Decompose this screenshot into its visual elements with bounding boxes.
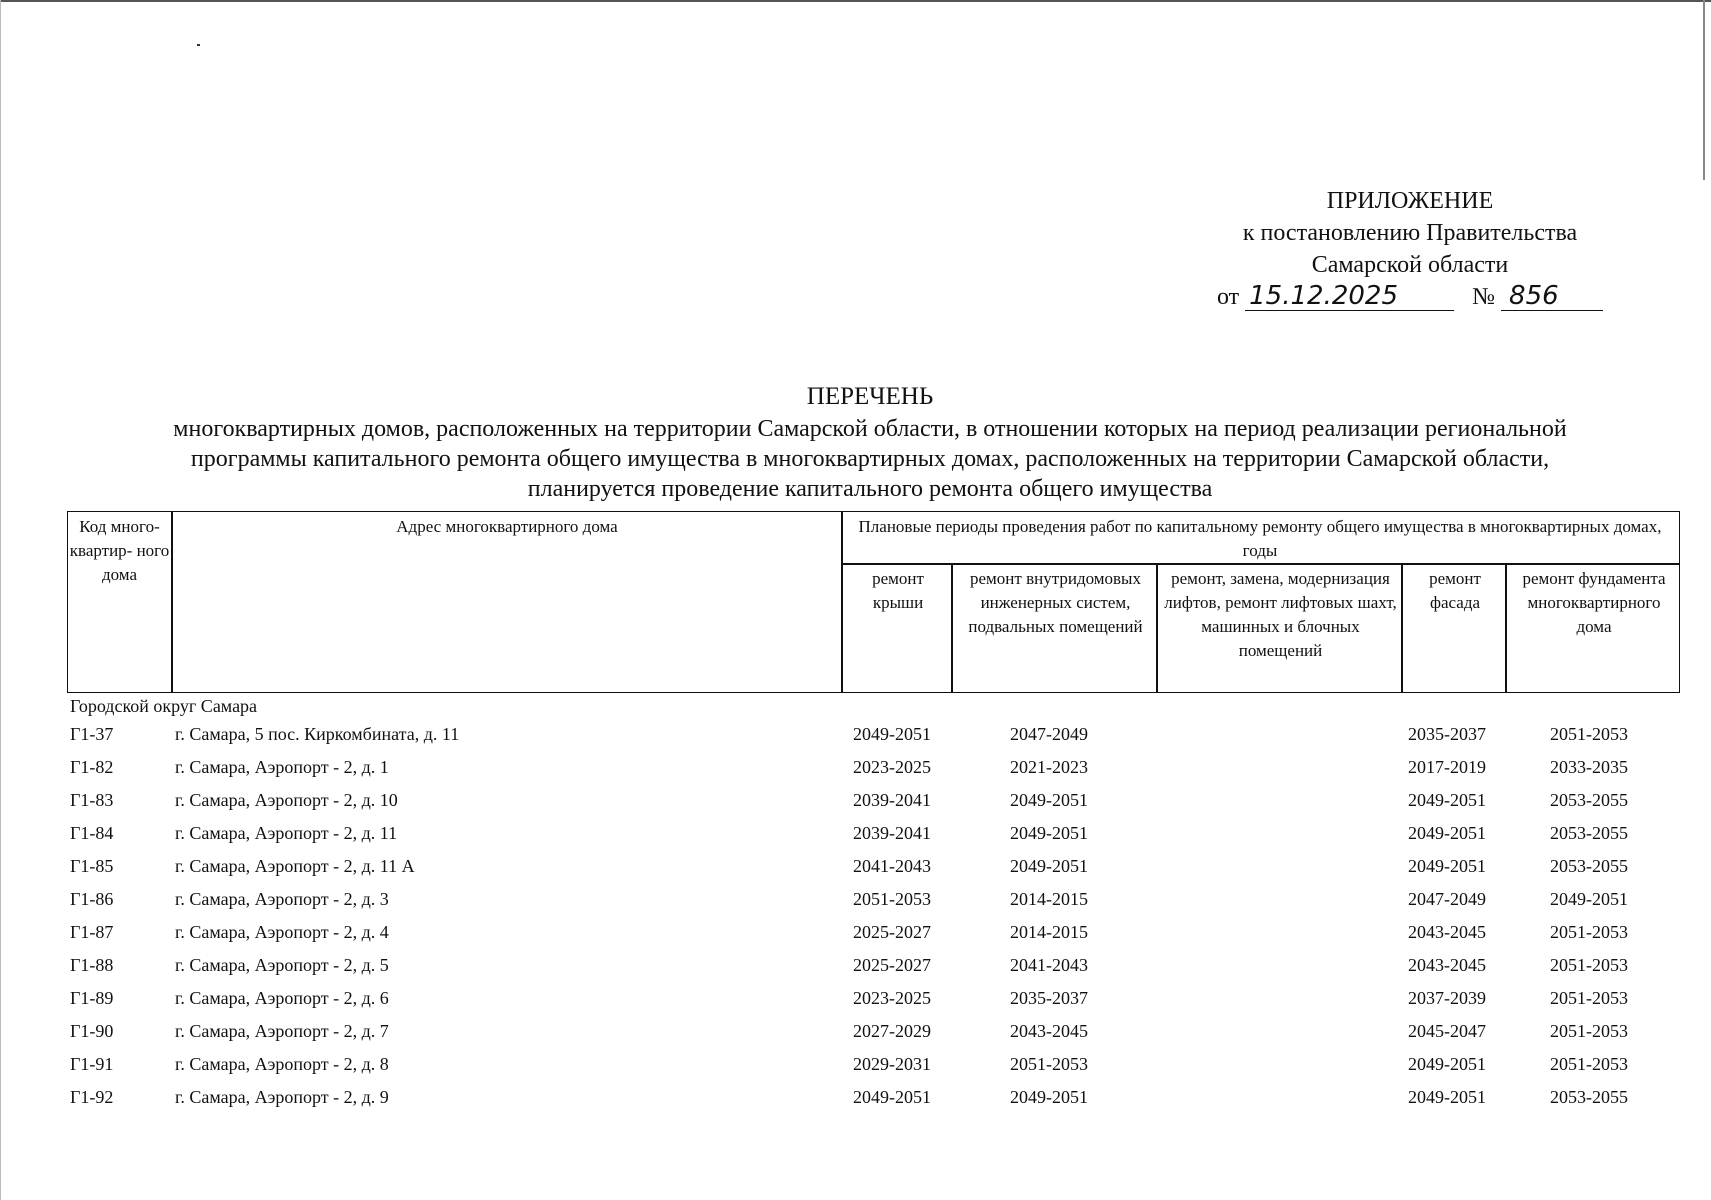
district-label: Городской округ Самара (70, 696, 258, 716)
header-divider (171, 512, 173, 692)
header-divider (841, 512, 843, 692)
appendix-block (1180, 185, 1640, 313)
cell-roof: 2025-2027 (853, 922, 931, 942)
table-row (0, 922, 1711, 952)
cell-roof: 2049-2051 (853, 724, 931, 744)
cell-foundation: 2051-2053 (1550, 922, 1628, 942)
table-row (0, 889, 1711, 919)
cell-roof: 2025-2027 (853, 955, 931, 975)
table-row (0, 1021, 1711, 1051)
scan-edge-left (0, 0, 1, 1200)
cell-roof: 2039-2041 (853, 823, 931, 843)
cell-address: г. Самара, 5 пос. Киркомбината, д. 11 (175, 724, 460, 744)
appendix-signature-line (1180, 281, 1640, 313)
cell-engineering: 2049-2051 (1010, 856, 1088, 876)
cell-roof: 2039-2041 (853, 790, 931, 810)
header-facade: ремонт фасада (1429, 569, 1481, 612)
header-elevators: ремонт, замена, модернизация лифтов, ремонт лифтовых шахт, машинных и блочных помещений (1164, 569, 1397, 660)
cell-address: г. Самара, Аэропорт - 2, д. 4 (175, 922, 389, 942)
cell-facade: 2037-2039 (1408, 988, 1486, 1008)
cell-engineering: 2043-2045 (1010, 1021, 1088, 1041)
table-row (0, 856, 1711, 886)
cell-facade: 2049-2051 (1408, 790, 1486, 810)
cell-facade: 2043-2045 (1408, 955, 1486, 975)
scan-edge-right (1703, 0, 1705, 180)
cell-code: Г1-88 (70, 955, 114, 975)
cell-address: г. Самара, Аэропорт - 2, д. 1 (175, 757, 389, 777)
scan-speck (197, 44, 200, 46)
document-subtitle-line-2: программы капитального ремонта общего имущества в многоквартирных домах, расположенных на территории Самарской области, (190, 446, 1550, 472)
cell-code: Г1-85 (70, 856, 114, 876)
header-divider (1156, 563, 1158, 692)
cell-code: Г1-90 (70, 1021, 114, 1041)
table-row (0, 988, 1711, 1018)
table-header (67, 511, 1680, 693)
cell-address: г. Самара, Аэропорт - 2, д. 11 А (175, 856, 415, 876)
cell-roof: 2029-2031 (853, 1054, 931, 1074)
cell-facade: 2043-2045 (1408, 922, 1486, 942)
cell-facade: 2035-2037 (1408, 724, 1486, 744)
cell-code: Г1-83 (70, 790, 114, 810)
document-title: ПЕРЕЧЕНЬ (806, 383, 934, 410)
cell-engineering: 2014-2015 (1010, 889, 1088, 909)
table-row (0, 955, 1711, 985)
cell-facade: 2017-2019 (1408, 757, 1486, 777)
cell-address: г. Самара, Аэропорт - 2, д. 9 (175, 1087, 389, 1107)
cell-roof: 2023-2025 (853, 988, 931, 1008)
cell-engineering: 2049-2051 (1010, 1087, 1088, 1107)
table-row (0, 757, 1711, 787)
cell-engineering: 2021-2023 (1010, 757, 1088, 777)
cell-code: Г1-92 (70, 1087, 114, 1107)
cell-roof: 2041-2043 (853, 856, 931, 876)
cell-roof: 2023-2025 (853, 757, 931, 777)
cell-foundation: 2051-2053 (1550, 1021, 1628, 1041)
cell-foundation: 2053-2055 (1550, 1087, 1628, 1107)
cell-facade: 2047-2049 (1408, 889, 1486, 909)
cell-address: г. Самара, Аэропорт - 2, д. 5 (175, 955, 389, 975)
number-label: № (1472, 284, 1496, 310)
cell-engineering: 2049-2051 (1010, 823, 1088, 843)
from-label: от (1216, 284, 1240, 310)
cell-facade: 2049-2051 (1408, 823, 1486, 843)
header-divider (1505, 563, 1507, 692)
cell-facade: 2049-2051 (1408, 1054, 1486, 1074)
cell-foundation: 2049-2051 (1550, 889, 1628, 909)
cell-foundation: 2051-2053 (1550, 955, 1628, 975)
handwritten-number: 856 (1501, 282, 1603, 311)
cell-foundation: 2053-2055 (1550, 856, 1628, 876)
cell-engineering: 2014-2015 (1010, 922, 1088, 942)
cell-address: г. Самара, Аэропорт - 2, д. 3 (175, 889, 389, 909)
cell-facade: 2049-2051 (1408, 1087, 1486, 1107)
document-subtitle-line-3: планируется проведение капитального ремонта общего имущества (527, 476, 1213, 502)
cell-foundation: 2053-2055 (1550, 823, 1628, 843)
appendix-region-line: Самарской области (1311, 252, 1509, 278)
header-roof: ремонт крыши (872, 569, 924, 612)
cell-code: Г1-84 (70, 823, 114, 843)
cell-address: г. Самара, Аэропорт - 2, д. 8 (175, 1054, 389, 1074)
cell-code: Г1-82 (70, 757, 114, 777)
cell-roof: 2027-2029 (853, 1021, 931, 1041)
table-row (0, 823, 1711, 853)
appendix-title: ПРИЛОЖЕНИЕ (1326, 188, 1494, 214)
cell-code: Г1-91 (70, 1054, 114, 1074)
cell-engineering: 2035-2037 (1010, 988, 1088, 1008)
cell-engineering: 2049-2051 (1010, 790, 1088, 810)
cell-facade: 2045-2047 (1408, 1021, 1486, 1041)
cell-address: г. Самара, Аэропорт - 2, д. 10 (175, 790, 398, 810)
cell-facade: 2049-2051 (1408, 856, 1486, 876)
cell-foundation: 2051-2053 (1550, 724, 1628, 744)
cell-engineering: 2041-2043 (1010, 955, 1088, 975)
table-row (0, 790, 1711, 820)
cell-address: г. Самара, Аэропорт - 2, д. 6 (175, 988, 389, 1008)
cell-code: Г1-37 (70, 724, 114, 744)
cell-code: Г1-89 (70, 988, 114, 1008)
cell-engineering: 2051-2053 (1010, 1054, 1088, 1074)
cell-code: Г1-87 (70, 922, 114, 942)
header-divider (951, 563, 953, 692)
header-engineering: ремонт внутридомовых инженерных систем, подвальных помещений (968, 569, 1143, 636)
document-title-block (80, 382, 1660, 504)
table-row (0, 1087, 1711, 1117)
table-row (0, 724, 1711, 754)
table-row (0, 1054, 1711, 1084)
cell-foundation: 2051-2053 (1550, 1054, 1628, 1074)
cell-code: Г1-86 (70, 889, 114, 909)
header-divider (841, 563, 1679, 565)
handwritten-date: 15.12.2025 (1245, 282, 1454, 311)
header-foundation: ремонт фундамента многоквартирного дома (1522, 569, 1666, 636)
cell-engineering: 2047-2049 (1010, 724, 1088, 744)
appendix-resolution-line: к постановлению Правительства (1242, 220, 1578, 246)
cell-foundation: 2051-2053 (1550, 988, 1628, 1008)
cell-foundation: 2033-2035 (1550, 757, 1628, 777)
scan-edge-top (0, 0, 1711, 2)
header-periods: Плановые периоды проведения работ по капитальному ремонту общего имущества в многоквартирных домах, годы (858, 517, 1662, 560)
header-divider (1401, 563, 1403, 692)
cell-roof: 2049-2051 (853, 1087, 931, 1107)
cell-address: г. Самара, Аэропорт - 2, д. 11 (175, 823, 398, 843)
cell-roof: 2051-2053 (853, 889, 931, 909)
header-code: Код много- квартир- ного дома (69, 517, 170, 584)
cell-address: г. Самара, Аэропорт - 2, д. 7 (175, 1021, 389, 1041)
document-subtitle-line-1: многоквартирных домов, расположенных на территории Самарской области, в отношении которых на период реализации региональной (173, 416, 1567, 442)
header-address: Адрес многоквартирного дома (396, 517, 618, 536)
cell-foundation: 2053-2055 (1550, 790, 1628, 810)
